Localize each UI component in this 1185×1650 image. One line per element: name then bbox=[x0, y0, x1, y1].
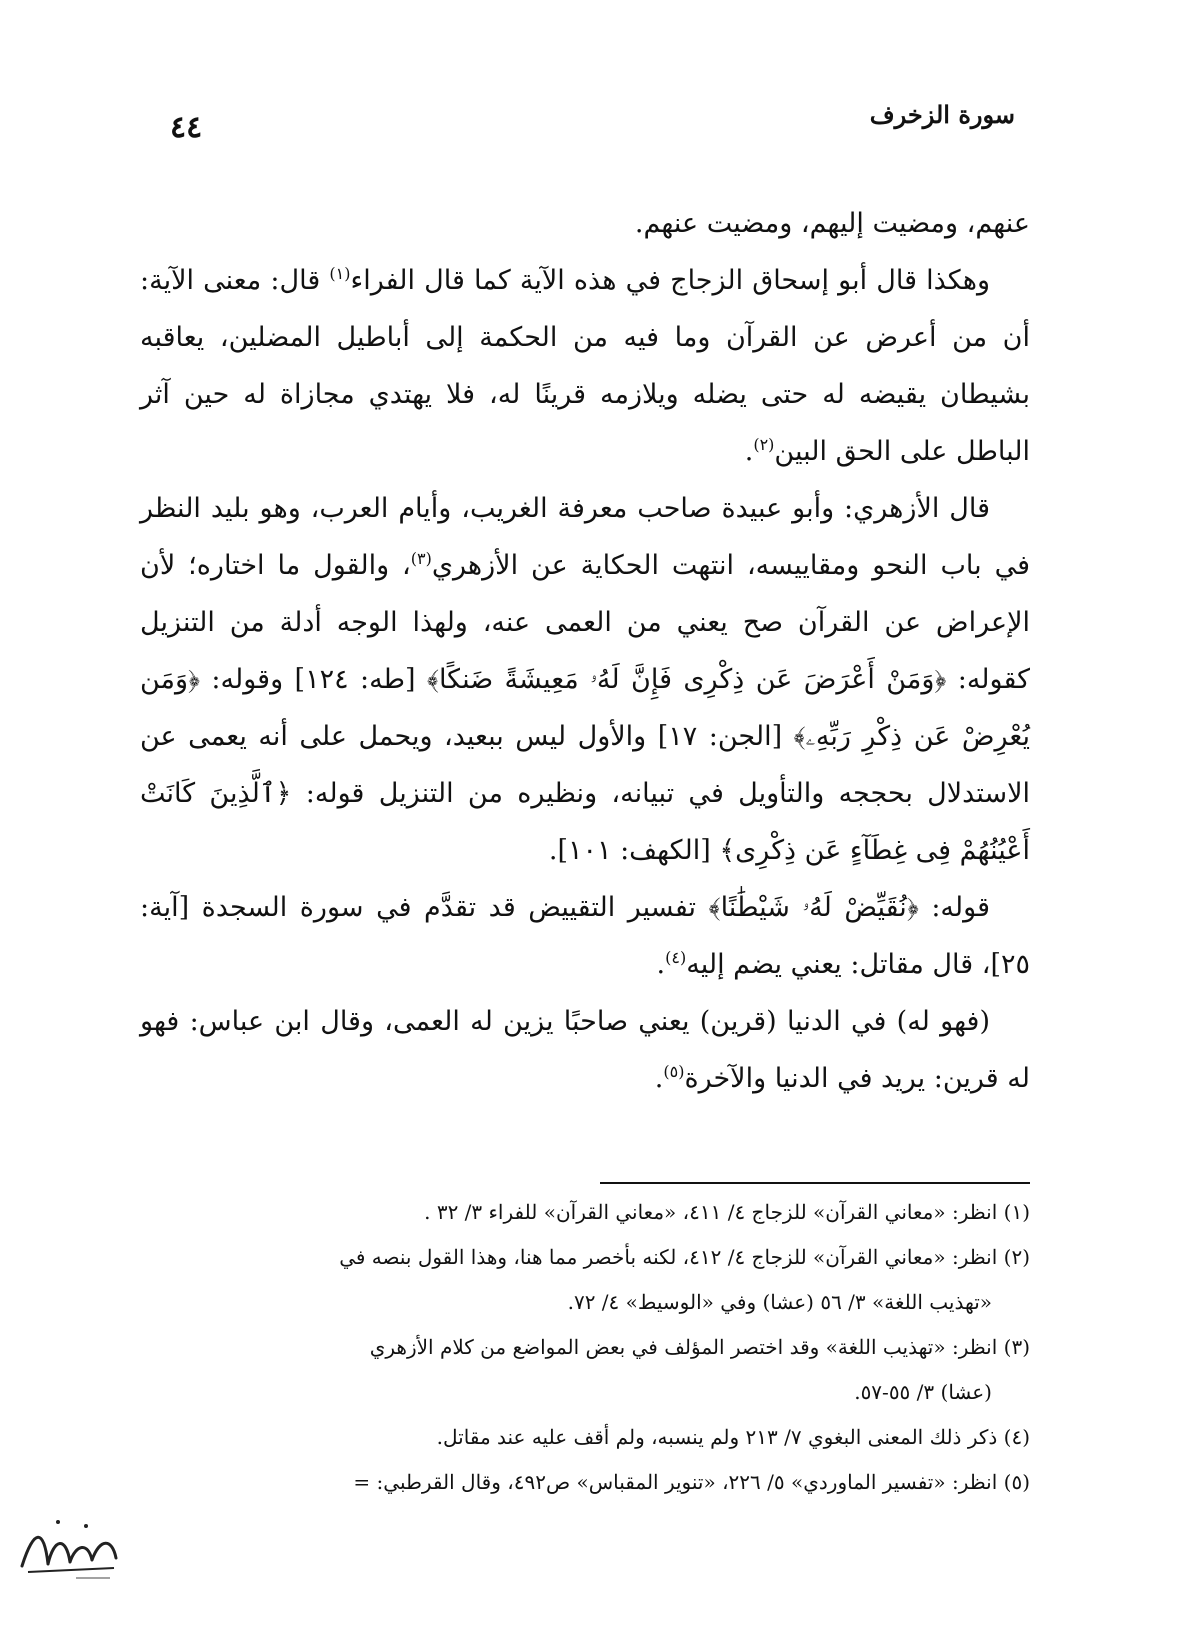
paragraph-text: تفسير التقييض قد تقدَّم في سورة السجدة [آية: ٢٥]، قال مقاتل: يعني يضم إليه bbox=[140, 892, 1030, 980]
footnote-separator bbox=[600, 1182, 1030, 1184]
paragraph-4 bbox=[140, 879, 1030, 993]
footnote-marker-3[interactable]: (٣) bbox=[410, 549, 432, 568]
footnote-5: (٥) انظر: «تفسير الماوردي» ٥/ ٢٢٦، «تنوير المقباس» ص٤٩٢، وقال القرطبي: = bbox=[353, 1470, 1030, 1494]
quran-verse: ﴿وَمَن يُعْرِضْ عَن ذِكْرِ رَبِّهِۦ﴾ bbox=[140, 664, 1030, 752]
calligraphy-logo-icon bbox=[14, 1508, 124, 1588]
footnote-4: (٤) ذكر ذلك المعنى البغوي ٧/ ٢١٣ ولم ينسبه، ولم أقف عليه عند مقاتل. bbox=[436, 1425, 1030, 1449]
paragraph-5 bbox=[140, 993, 1030, 1107]
paragraph-text: . bbox=[744, 436, 754, 467]
footnote-3: (٣) انظر: «تهذيب اللغة» وقد اختصر المؤلف في بعض المواضع من كلام الأزهري bbox=[369, 1335, 1030, 1359]
paragraph-text: (فهو له) في الدنيا (قرين) يعني صاحبًا يزين له العمى، وقال ابن عباس: فهو له قرين: يريد في الدنيا والآخرة bbox=[140, 1006, 1030, 1094]
footnote-2: (٢) انظر: «معاني القرآن» للزجاج ٤/ ٤١٢، لكنه بأخصر مما هنا، وهذا القول بنصه في bbox=[339, 1245, 1030, 1269]
paragraph-text: عنهم، ومضيت إليهم، ومضيت عنهم. bbox=[634, 208, 1030, 239]
paragraph-text: قال الأزهري: وأبو عبيدة صاحب معرفة الغريب، وأيام العرب، وهو بليد النظر في باب النحو ومقاييسه، انتهت الحكاية عن الأزهري bbox=[140, 493, 1030, 581]
paragraph-text: [طه: ١٢٤] وقوله: bbox=[200, 664, 427, 695]
paragraph-3 bbox=[140, 480, 1030, 879]
footnote-marker-1[interactable]: (١) bbox=[329, 264, 351, 283]
footnote-marker-5[interactable]: (٥) bbox=[663, 1062, 685, 1081]
quran-verse: ﴿وَمَنْ أَعْرَضَ عَن ذِكْرِى فَإِنَّ لَهُۥ مَعِيشَةً ضَنكًا﴾ bbox=[426, 664, 947, 695]
paragraph-text: . bbox=[654, 1063, 664, 1094]
paragraph-text: قوله: bbox=[918, 892, 990, 923]
footnote-1: (١) انظر: «معاني القرآن» للزجاج ٤/ ٤١١، «معاني القرآن» للفراء ٣/ ٣٢ . bbox=[424, 1200, 1030, 1224]
paragraph-2 bbox=[140, 252, 1030, 480]
paragraph-text: [الكهف: ١٠١]. bbox=[548, 835, 720, 866]
paragraph-1 bbox=[140, 195, 1030, 252]
paragraph-text: قال: معنى الآية: أن من أعرض عن القرآن وما فيه من الحكمة إلى أباطيل المضلين، يعاقبه بشيطان يقيضه له حتى يضله ويلازمه قرينًا له، فلا يهتدي مجازاة له حين آثر الباطل على الحق البين bbox=[140, 265, 1030, 467]
footnote-marker-4[interactable]: (٤) bbox=[665, 948, 687, 967]
page-header bbox=[170, 100, 1015, 160]
paragraph-text: وهكذا قال أبو إسحاق الزجاج في هذه الآية كما قال الفراء bbox=[350, 265, 990, 296]
paragraph-text: . bbox=[656, 949, 666, 980]
quran-verse: ﴿ٱلَّذِينَ كَانَتْ أَعْيُنُهُمْ فِى غِطَآءٍ عَن ذِكْرِى﴾ bbox=[140, 778, 1030, 866]
footnote-marker-2[interactable]: (٢) bbox=[753, 435, 775, 454]
watermark-logo bbox=[14, 1508, 124, 1588]
running-title: سورة الزخرف bbox=[869, 100, 1015, 129]
main-text bbox=[140, 195, 1030, 1107]
footnotes bbox=[140, 1192, 1030, 1507]
quran-verse: ﴿نُقَيِّضْ لَهُۥ شَيْطَٰنًا﴾ bbox=[708, 892, 919, 923]
footnote-3-continued: (عشا) ٣/ ٥٥-٥٧. bbox=[854, 1380, 992, 1404]
paragraph-text: [الجن: ١٧] والأول ليس ببعيد، ويحمل على أنه يعمى عن الاستدلال بحججه والتأويل في تبيانه، ونظيره من التنزيل قوله: bbox=[140, 721, 1030, 809]
page-number: ٤٤ bbox=[170, 110, 203, 145]
paragraph-text: ، والقول ما اختاره؛ لأن الإعراض عن القرآن صح يعني من العمى عنه، ولهذا الوجه أدلة من التنزيل كقوله: bbox=[140, 550, 1030, 695]
footnote-2-continued: «تهذيب اللغة» ٣/ ٥٦ (عشا) وفي «الوسيط» ٤/ ٧٢. bbox=[567, 1290, 992, 1314]
